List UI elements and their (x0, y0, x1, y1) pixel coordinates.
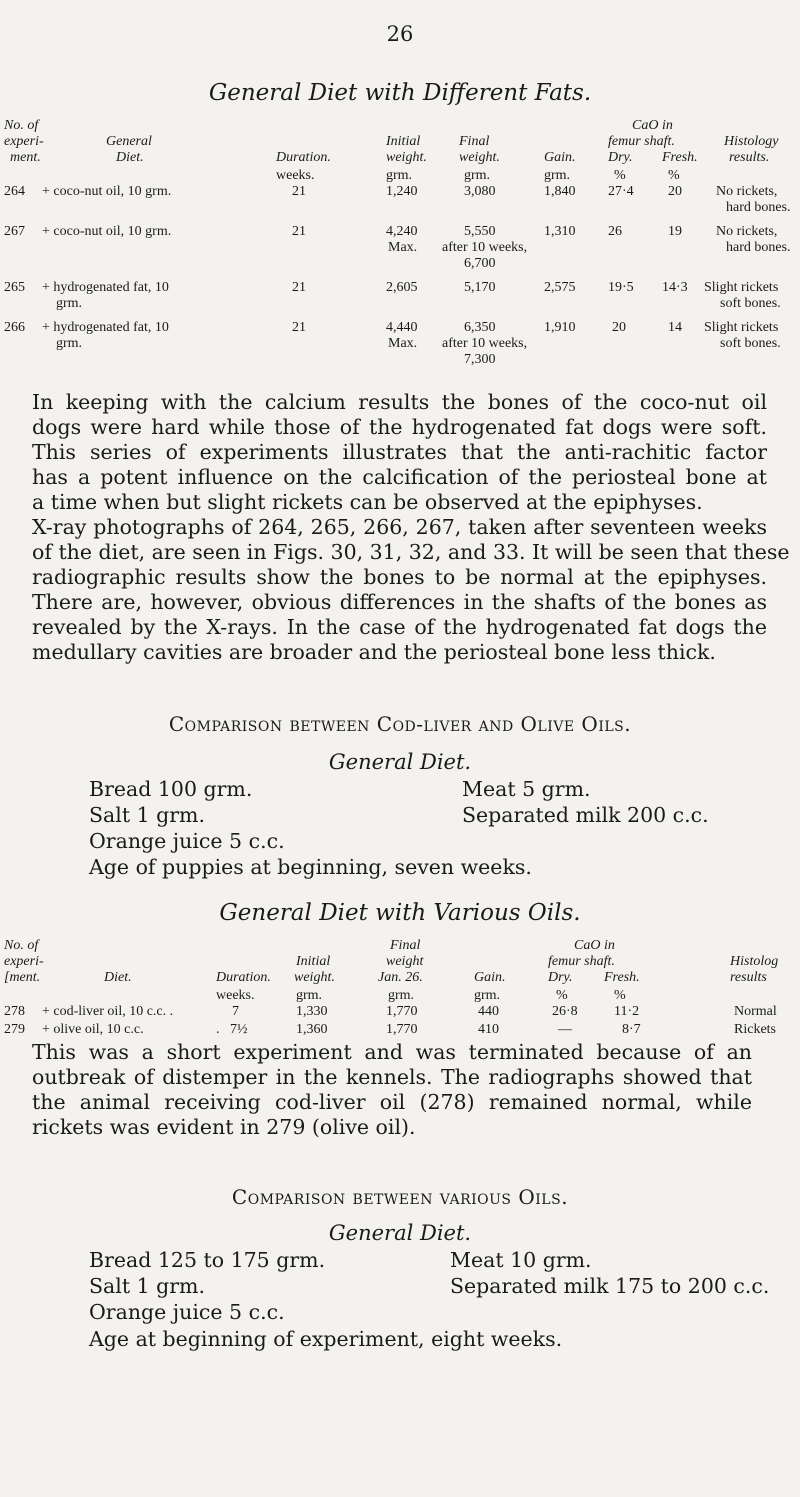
header-duration: Duration. (216, 970, 271, 985)
table-cell: hard bones. (726, 240, 791, 255)
table-cell: Rickets (734, 1022, 776, 1037)
unit: weeks. (216, 988, 255, 1003)
table-cell: 278 (4, 1004, 25, 1019)
diet-item: Bread 100 grm. (89, 777, 253, 801)
header-no: experi- (4, 134, 44, 149)
text-line: X-ray photographs of 264, 265, 266, 267, taken after seventeen weeks (32, 515, 767, 539)
table-cell: 410 (478, 1022, 499, 1037)
header-initial: Initial (296, 954, 331, 969)
diet-item: Separated milk 200 c.c. (462, 803, 709, 827)
table-cell: 8·7 (622, 1022, 641, 1037)
table-cell: 21 (292, 224, 306, 239)
table-cell: 264 (4, 184, 25, 199)
header-histology: Histolog (730, 954, 779, 969)
diet-item: Meat 5 grm. (462, 777, 591, 801)
table2-title: General Diet with Various Oils. (219, 900, 581, 926)
header-no: No. of (4, 938, 39, 953)
table-cell: 20 (668, 184, 682, 199)
table-cell: + olive oil, 10 c.c. (42, 1022, 144, 1037)
unit: grm. (386, 168, 413, 183)
table-cell: 26·8 (552, 1004, 578, 1019)
table-cell: + hydrogenated fat, 10 (42, 280, 169, 295)
text-line: radiographic results show the bones to be normal at the epiphyses. (32, 565, 767, 589)
text-line: rickets was evident in 279 (olive oil). (32, 1115, 416, 1139)
header-histology: results. (729, 150, 770, 165)
table-cell: Slight rickets (704, 320, 779, 335)
unit: weeks. (276, 168, 315, 183)
table-cell: No rickets, (716, 184, 778, 199)
age-statement: Age of puppies at beginning, seven weeks. (89, 855, 532, 879)
header-final: Final (390, 938, 421, 953)
table-cell: 440 (478, 1004, 499, 1019)
header-cao: femur shaft. (608, 134, 675, 149)
table-cell: 265 (4, 280, 25, 295)
header-dry: Dry. (608, 150, 633, 165)
header-dry: Dry. (548, 970, 573, 985)
unit: % (614, 168, 626, 183)
diet-item: Bread 125 to 175 grm. (89, 1248, 326, 1272)
text-line: medullary cavities are broader and the periosteal bone less thick. (32, 640, 716, 664)
diet-item: Meat 10 grm. (450, 1248, 592, 1272)
unit: grm. (388, 988, 415, 1003)
table-cell: 21 (292, 320, 306, 335)
table-cell: 7,300 (464, 352, 496, 367)
header-final: Final (459, 134, 490, 149)
header-no: ment. (10, 150, 41, 165)
header-no: [ment. (4, 970, 41, 985)
diet-item: Salt 1 grm. (89, 803, 206, 827)
header-no: No. of (4, 118, 39, 133)
paragraph-calcium-results (32, 390, 790, 665)
table-cell: + cod-liver oil, 10 c.c. . (42, 1004, 174, 1019)
unit: % (614, 988, 626, 1003)
header-cao: femur shaft. (548, 954, 615, 969)
table-cell: . (216, 1022, 220, 1037)
table-cell: 2,605 (386, 280, 418, 295)
section-heading-cod-olive: Comparison between Cod-liver and Olive Oils. (168, 712, 632, 736)
table-cell: + coco-nut oil, 10 grm. (42, 224, 172, 239)
table-cell: 21 (292, 280, 306, 295)
unit: grm. (464, 168, 491, 183)
table-cell: 5,170 (464, 280, 496, 295)
text-line: has a potent influence on the calcification of the periosteal bone at (32, 465, 767, 489)
table-cell: 6,700 (464, 256, 496, 271)
header-diet: Diet. (116, 150, 144, 165)
text-line: This series of experiments illustrates that the anti-rachitic factor (32, 440, 767, 464)
text-line: This was a short experiment and was terminated because of an (32, 1040, 752, 1064)
header-initial: weight. (386, 150, 427, 165)
diet-item: Orange juice 5 c.c. (89, 1300, 285, 1324)
table-cell: after 10 weeks, (442, 336, 528, 351)
header-final: Jan. 26. (378, 970, 423, 985)
header-cao: CaO in (632, 118, 673, 133)
table-cell: Slight rickets (704, 280, 779, 295)
table-cell: 266 (4, 320, 25, 335)
table-cell: 26 (608, 224, 622, 239)
table2 (4, 938, 794, 1048)
table-cell: 5,550 (464, 224, 496, 239)
table-cell: 7½ (230, 1022, 248, 1037)
header-fresh: Fresh. (604, 970, 640, 985)
table-cell: Normal (734, 1004, 777, 1019)
table-cell: Max. (388, 240, 418, 255)
header-initial: weight. (294, 970, 335, 985)
text-line: revealed by the X-rays. In the case of the hydrogenated fat dogs the (32, 615, 767, 639)
table-cell: 1,360 (296, 1022, 328, 1037)
table-cell: + coco-nut oil, 10 grm. (42, 184, 172, 199)
table-cell: 267 (4, 224, 25, 239)
header-fresh: Fresh. (662, 150, 698, 165)
table-cell: 14·3 (662, 280, 688, 295)
table-cell: — (558, 1022, 572, 1037)
table-cell: 19·5 (608, 280, 634, 295)
header-gain: Gain. (474, 970, 506, 985)
table-cell: 4,240 (386, 224, 418, 239)
unit: grm. (474, 988, 501, 1003)
page-number: 26 (386, 22, 414, 46)
header-diet: General (106, 134, 152, 149)
paragraph-distemper (32, 1040, 752, 1140)
diet-item: Separated milk 175 to 200 c.c. (450, 1274, 770, 1298)
text-line: In keeping with the calcium results the bones of the coco-nut oil (32, 390, 767, 414)
table-cell: 1,840 (544, 184, 576, 199)
table-cell: grm. (56, 336, 83, 351)
table-cell: after 10 weeks, (442, 240, 528, 255)
table-cell: 19 (668, 224, 682, 239)
text-line: the animal receiving cod-liver oil (278) remained normal, while (32, 1090, 752, 1114)
table-cell: 1,770 (386, 1022, 418, 1037)
header-duration: Duration. (276, 150, 331, 165)
unit: % (668, 168, 680, 183)
header-histology: results (730, 970, 767, 985)
table-cell: 14 (668, 320, 682, 335)
table-cell: 6,350 (464, 320, 496, 335)
table-cell: 1,330 (296, 1004, 328, 1019)
text-line: There are, however, obvious differences in the shafts of the bones as (32, 590, 767, 614)
table-cell: 20 (612, 320, 626, 335)
table1 (4, 118, 794, 378)
text-line: outbreak of distemper in the kennels. The radiographs showed that (32, 1065, 752, 1089)
text-line: of the diet, are seen in Figs. 30, 31, 32, and 33. It will be seen that these (32, 540, 790, 564)
table-cell: soft bones. (720, 296, 781, 311)
table-cell: Max. (388, 336, 418, 351)
table-cell: 27·4 (608, 184, 634, 199)
diet-item: Salt 1 grm. (89, 1274, 206, 1298)
diet-item: Orange juice 5 c.c. (89, 829, 285, 853)
header-gain: Gain. (544, 150, 576, 165)
header-histology: Histology (724, 134, 779, 149)
table-cell: 3,080 (464, 184, 496, 199)
table-cell: 1,910 (544, 320, 576, 335)
text-line: dogs were hard while those of the hydrogenated fat dogs were soft. (32, 415, 767, 439)
header-final: weight (386, 954, 424, 969)
unit: grm. (544, 168, 571, 183)
table-cell: 279 (4, 1022, 25, 1037)
table-cell: + hydrogenated fat, 10 (42, 320, 169, 335)
header-cao: CaO in (574, 938, 615, 953)
table-cell: hard bones. (726, 200, 791, 215)
age-statement: Age at beginning of experiment, eight weeks. (89, 1327, 563, 1351)
table-cell: grm. (56, 296, 83, 311)
table-cell: 21 (292, 184, 306, 199)
table-cell: 1,240 (386, 184, 418, 199)
table-cell: No rickets, (716, 224, 778, 239)
table-cell: soft bones. (720, 336, 781, 351)
table-cell: 1,310 (544, 224, 576, 239)
table-cell: 4,440 (386, 320, 418, 335)
header-final: weight. (459, 150, 500, 165)
text-line: a time when but slight rickets can be observed at the epiphyses. (32, 490, 703, 514)
table-cell: 11·2 (614, 1004, 640, 1019)
general-diet-label: General Diet. (328, 750, 472, 774)
table-cell: 1,770 (386, 1004, 418, 1019)
section-heading-various-oils: Comparison between various Oils. (231, 1185, 569, 1209)
unit: grm. (296, 988, 323, 1003)
header-diet: Diet. (104, 970, 132, 985)
unit: % (556, 988, 568, 1003)
table1-title: General Diet with Different Fats. (208, 80, 592, 106)
header-no: experi- (4, 954, 44, 969)
general-diet-label: General Diet. (328, 1221, 472, 1245)
header-initial: Initial (386, 134, 421, 149)
table-cell: 7 (232, 1004, 239, 1019)
table-cell: 2,575 (544, 280, 576, 295)
